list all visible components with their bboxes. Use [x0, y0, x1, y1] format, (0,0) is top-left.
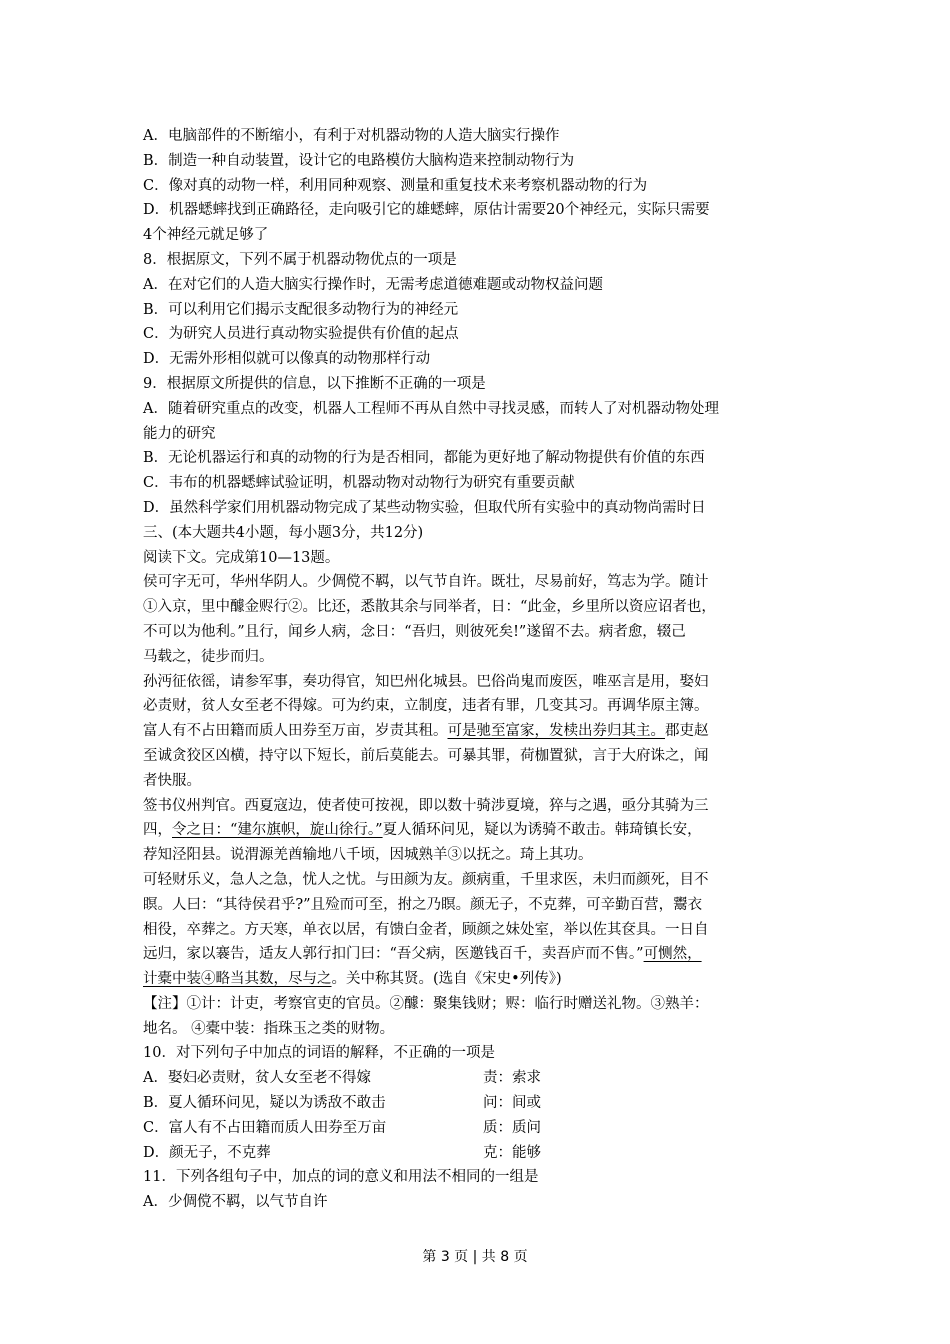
passage-text: 夏人循环问见，疑以为诱骑不敢击。韩琦镇长安，: [382, 822, 702, 839]
q9-option-d: D．虽然科学家们用机器动物完成了某些动物实验，但取代所有实验中的真动物尚需时日: [143, 499, 706, 516]
option-gloss: 质：质问: [483, 1119, 541, 1136]
q8-option-b: B．可以利用它们揭示支配很多动物行为的神经元: [143, 301, 459, 318]
underlined-sentence: 令之日：“建尔旗帜，旋山徐行。”: [172, 822, 383, 839]
section-three-heading: 三、(本大题共4小题，每小题3分，共12分): [143, 524, 424, 541]
passage-line: 马载之，徒步而归。: [143, 648, 274, 665]
q9-option-a-cont: 能力的研究: [143, 425, 216, 442]
option-sentence: A．娶妇必责财，贫人女至老不得嫁: [143, 1070, 371, 1087]
page-footer: 第 3 页 | 共 8 页: [422, 1249, 528, 1265]
option-sentence: C．富人有不占田籍而质人田券至万亩: [143, 1119, 387, 1136]
q7-option-b: B．制造一种自动装置，设计它的电路模仿大脑构造来控制动物行为: [143, 152, 575, 169]
underlined-sentence: 可是驰至富家，发椟出券归其主。: [447, 723, 665, 740]
passage-line: 孙沔征依徭，请参军事，奏功得官，知巴州化城县。巴俗尚鬼而废医，唯巫言是用，娶妇: [143, 673, 709, 690]
annotation-note-cont: 地名。 ④橐中装：指珠玉之类的财物。: [143, 1020, 395, 1037]
q10-option-d: [143, 1141, 815, 1166]
underlined-sentence: 可恻然，: [643, 946, 702, 963]
q7-option-d: D．机器蟋蟀找到正确路径，走向吸引它的雄蟋蟀，原估计需要20个神经元，实际只需要: [143, 202, 710, 219]
passage-line: [143, 719, 815, 744]
passage-line: 签书仪州判官。西夏寇边，使者使可按视，即以数十骑涉夏境，猝与之遇，亟分其骑为三: [143, 797, 709, 814]
passage-text: 远归，家以褰告，适友人郭行扣门曰：“吾父病，医邀钱百千，卖吾庐而不售。”: [143, 946, 644, 963]
passage-line: [143, 967, 815, 992]
q10-option-c: [143, 1116, 815, 1141]
q8-option-c: C．为研究人员进行真动物实验提供有价值的起点: [143, 326, 459, 343]
passage-text: 富人有不占田籍而质人田券至万亩，岁责其租。: [143, 723, 448, 740]
option-gloss: 责：索求: [483, 1070, 541, 1087]
passage-line: 可轻财乐义，急人之急，忧人之忧。与田颜为友。颜病重，千里求医，未归而颜死，目不: [143, 871, 709, 888]
passage-line: 侯可字无可，华州华阴人。少倜傥不羁，以气节自许。既壮，尽易前好，笃志为学。随计: [143, 574, 709, 591]
q11-option-a: A．少倜傥不羁，以气节自许: [143, 1194, 328, 1211]
q10-option-a: [143, 1066, 815, 1091]
q8-stem: 8．根据原文，下列不属于机器动物优点的一项是: [143, 251, 457, 268]
passage-line: 者快服。: [143, 772, 201, 789]
passage-line: 瞑。人曰：“其待侯君乎?”且殓而可至，拊之乃瞑。颜无子，不克葬，可辛勤百营，鬻衣: [143, 896, 703, 913]
option-sentence: B．夏人循环问见，疑以为诱敌不敢击: [143, 1095, 386, 1112]
q9-option-a: A．随着研究重点的改变，机器人工程师不再从自然中寻找灵感，而转人了对机器动物处理: [143, 400, 719, 417]
q9-stem: 9．根据原文所提供的信息，以下推断不正确的一项是: [143, 375, 486, 392]
annotation-note: 【注】①计：计吏，考察官吏的官员。②醵：聚集钱财；赆：临行时赠送礼物。③熟羊：: [143, 995, 709, 1012]
q8-option-d: D．无需外形相似就可以像真的动物那样行动: [143, 351, 431, 368]
passage-line: 至诚贪狡区凶横，持守以下短长，前后莫能去。可暴其罪，荷枷置狱，言于大府诛之，闻: [143, 747, 709, 764]
underlined-sentence: 计橐中装④略当其数，尽与之: [143, 971, 332, 988]
q11-stem: 11．下列各组句子中，加点的词的意义和用法不相同的一组是: [143, 1169, 539, 1186]
q9-option-c: C．韦布的机器蟋蟀试验证明，机器动物对动物行为研究有重要贡献: [143, 475, 575, 492]
reading-instruction: 阅读下文。完成第10—13题。: [143, 549, 340, 566]
passage-text: 郡吏赵: [665, 723, 709, 740]
passage-line: 不可以为他利。”且行，闻乡人病，念日：“吾归，则彼死矣!”遂留不去。病者愈，辍己: [143, 623, 686, 640]
option-sentence: D．颜无子，不克葬: [143, 1144, 271, 1161]
q10-option-b: [143, 1091, 815, 1116]
passage-line: ①入京，里中醵金赆行②。比还，悉散其余与同举者，日：“此金，乡里所以资应诏者也，: [143, 599, 716, 616]
passage-line: 荐知泾阳县。说渭源羌酋输地八千顷，因城熟羊③以抚之。琦上其功。: [143, 847, 593, 864]
passage-line: [143, 818, 815, 843]
passage-line: 相役，卒葬之。方天寒，单衣以居，有馈白金者，顾颜之妹处室，举以佐其奁具。一日自: [143, 921, 709, 938]
q9-option-b: B．无论机器运行和真的动物的行为是否相同，都能为更好地了解动物提供有价值的东西: [143, 450, 705, 467]
passage-text: 。关中称其贤。(选自《宋史•列传》): [331, 971, 562, 988]
q10-stem: 10．对下列句子中加点的词语的解释，不正确的一项是: [143, 1045, 495, 1062]
exam-text: [143, 124, 815, 1215]
passage-text: 四，: [143, 822, 172, 839]
passage-line: 必责财，贫人女至老不得嫁。可为约束，立制度，违者有罪，几变其习。再调华原主簿。: [143, 698, 709, 715]
q7-option-a: A．电脑部件的不断缩小，有利于对机器动物的人造大脑实行操作: [143, 128, 560, 144]
q7-option-c: C．像对真的动物一样，利用同种观察、测量和重复技术来考察机器动物的行为: [143, 177, 648, 194]
option-gloss: 克：能够: [483, 1144, 541, 1161]
q7-option-d-cont: 4个神经元就足够了: [143, 227, 269, 244]
passage-line: [143, 942, 815, 967]
q8-option-a: A．在对它们的人造大脑实行操作时，无需考虑道德难题或动物权益问题: [143, 276, 603, 293]
option-gloss: 问：间或: [483, 1095, 541, 1112]
